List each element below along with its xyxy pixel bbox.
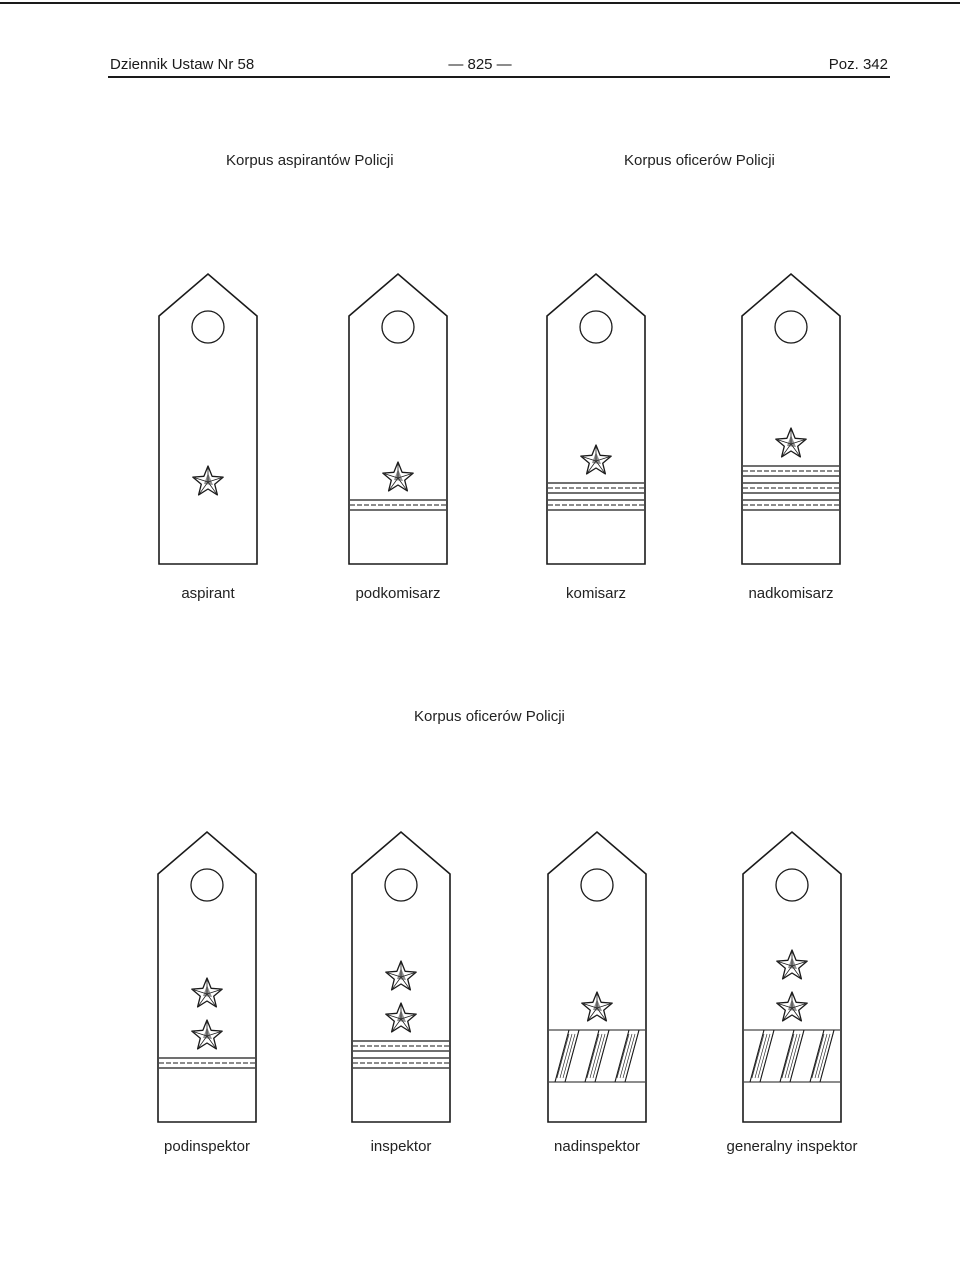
rank-label-podkomisarz: podkomisarz bbox=[355, 585, 441, 602]
rank-label-aspirant: aspirant bbox=[181, 585, 235, 602]
epaulette-outline bbox=[547, 274, 645, 564]
epaulette-nadinspektor bbox=[545, 830, 649, 1124]
top-border-line bbox=[0, 2, 960, 4]
epaulette-outline bbox=[158, 832, 256, 1122]
epaulette-komisarz bbox=[544, 272, 648, 566]
epaulette-podinspektor bbox=[155, 830, 259, 1124]
epaulette-outline bbox=[159, 274, 257, 564]
epaulette-inspektor bbox=[349, 830, 453, 1124]
section-label-officers-top: Korpus oficerów Policji bbox=[624, 152, 775, 169]
rank-label-nadinspektor: nadinspektor bbox=[554, 1138, 640, 1155]
rank-label-nadkomisarz: nadkomisarz bbox=[748, 585, 834, 602]
rank-label-generalny-inspektor: generalny inspektor bbox=[726, 1138, 858, 1155]
rank-label-inspektor: inspektor bbox=[370, 1138, 432, 1155]
epaulette-outline bbox=[349, 274, 447, 564]
epaulette-aspirant bbox=[156, 272, 260, 566]
epaulette-outline bbox=[742, 274, 840, 564]
header-rule bbox=[108, 76, 890, 78]
epaulette-podkomisarz bbox=[346, 272, 450, 566]
rank-label-podinspektor: podinspektor bbox=[164, 1138, 250, 1155]
page-number: — 825 — bbox=[448, 56, 512, 73]
section-label-officers-bottom: Korpus oficerów Policji bbox=[414, 708, 565, 725]
section-label-aspirants: Korpus aspirantów Policji bbox=[226, 152, 394, 169]
epaulette-nadkomisarz bbox=[739, 272, 843, 566]
rank-label-komisarz: komisarz bbox=[565, 585, 626, 602]
position-number: Poz. 342 bbox=[828, 56, 888, 73]
epaulette-generalny-inspektor bbox=[740, 830, 844, 1124]
journal-title: Dziennik Ustaw Nr 58 bbox=[110, 56, 255, 73]
